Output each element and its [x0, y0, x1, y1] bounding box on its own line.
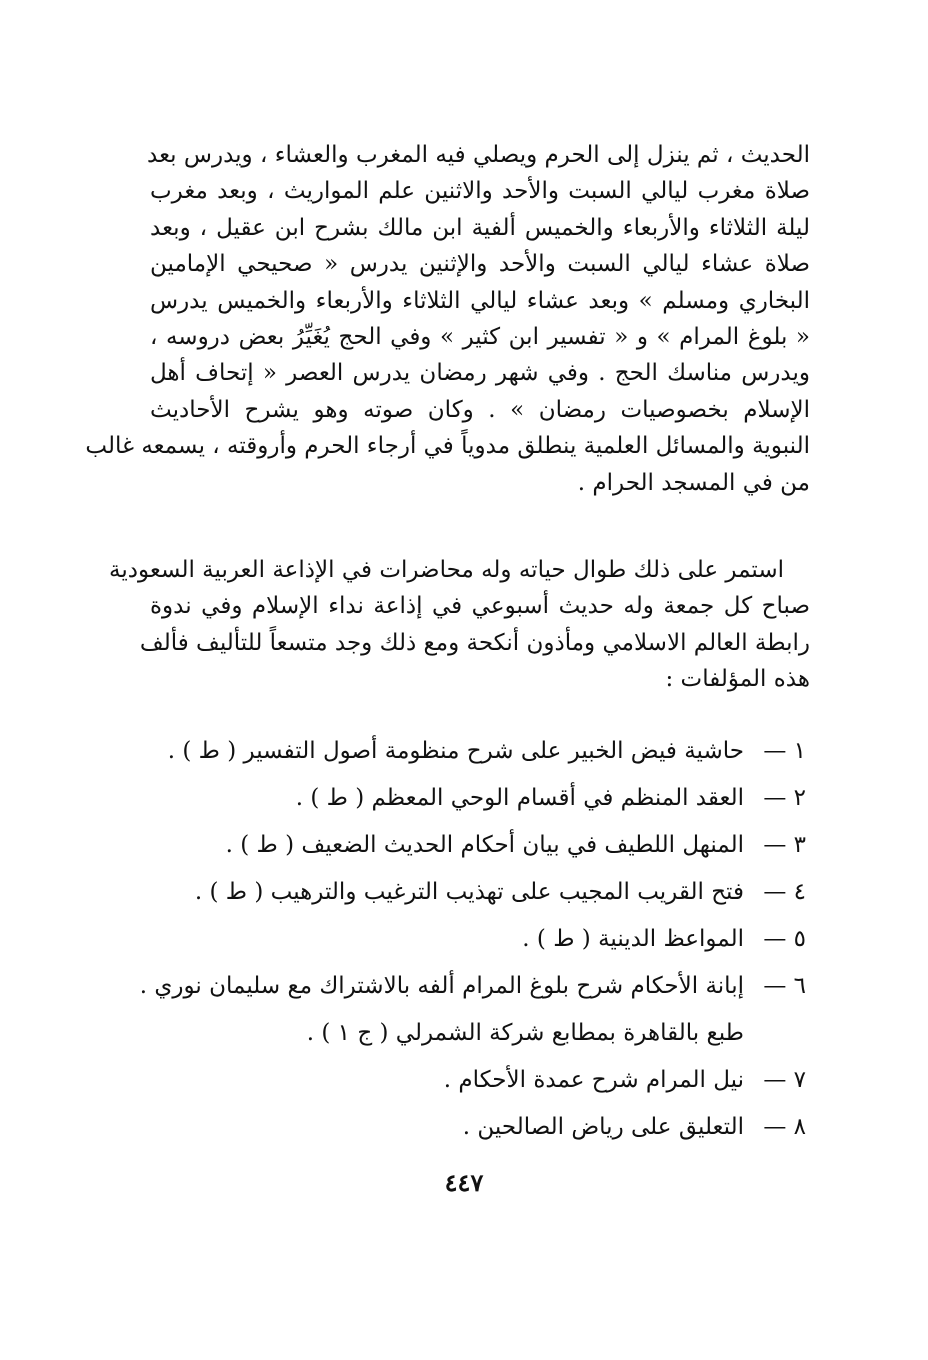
text-line: ويدرس مناسك الحج . وفي شهر رمضان يدرس العصر « إتحاف أهل — [150, 360, 810, 387]
text-line: من في المسجد الحرام . — [577, 469, 810, 496]
text-line: صلاة مغرب ليالي السبت والأحد والاثنين علم المواريث ، وبعد مغرب — [150, 178, 810, 205]
list-item — [150, 916, 810, 963]
list-item — [150, 775, 810, 822]
text-line: هذه المؤلفات : — [665, 666, 810, 693]
item-number: ٧ — — [763, 1067, 806, 1093]
item-text: التعليق على رياض الصالحين . — [462, 1114, 744, 1140]
item-number: ٦ — — [763, 973, 806, 999]
text-line: « بلوغ المرام » و « تفسير ابن كثير » وفي الحج يُغَيِّرُ بعض دروسه ، — [150, 324, 810, 351]
text-line: البخاري ومسلم » وبعد عشاء ليالي الثلاثاء والأربعاء والخميس يدرس — [150, 287, 810, 314]
list-item — [150, 1057, 810, 1104]
list-item — [150, 1104, 810, 1151]
works-intro-paragraph — [109, 552, 810, 698]
item-number: ١ — — [763, 738, 806, 764]
item-number: ٣ — — [763, 832, 806, 858]
list-item — [139, 963, 810, 1010]
list-item — [150, 822, 810, 869]
item-text: فتح القريب المجيب على تهذيب الترغيب والترهيب ( ط ) . — [194, 879, 744, 905]
text-line: النبوية والمسائل العلمية ينطلق مدوياً في أرجاء الحرم وأروقته ، يسمعه غالب — [85, 433, 810, 460]
text-line: صلاة عشاء ليالي السبت والأحد والإثنين يدرس « صحيحي الإمامين — [150, 251, 811, 278]
page-number: ٤٤٧ — [444, 1168, 484, 1197]
item-text: حاشية فيض الخبير على شرح منظومة أصول التفسير ( ط ) . — [167, 738, 744, 764]
item-number: ٤ — — [763, 879, 806, 905]
biography-paragraph — [85, 137, 811, 501]
item-number: ٢ — — [763, 785, 806, 811]
item-text: إبانة الأحكام شرح بلوغ المرام ألفه بالاشتراك مع سليمان نوري . — [139, 973, 744, 999]
text-line: استمر على ذلك طوال حياته وله محاضرات في الإذاعة العربية السعودية — [109, 557, 784, 583]
text-line: ليلة الثلاثاء والأربعاء والخميس ألفية ابن مالك بشرح ابن عقيل ، وبعد — [150, 214, 810, 241]
text-line: صباح كل جمعة وله حديث أسبوعي في إذاعة نداء الإسلام وفي ندوة — [150, 593, 810, 620]
text-line: الحديث ، ثم ينزل إلى الحرم ويصلي فيه المغرب والعشاء ، ويدرس بعد — [147, 142, 810, 168]
text-line: رابطة العالم الاسلامي ومأذون أنكحة ومع ذلك وجد متسعاً للتأليف فألف — [139, 629, 810, 656]
item-text: نيل المرام شرح عمدة الأحكام . — [443, 1067, 744, 1093]
works-list — [139, 728, 810, 1151]
list-item-continuation: طبع بالقاهرة بمطابع شركة الشمرلي ( ج ١ ) . — [306, 1020, 744, 1046]
list-item — [150, 869, 810, 916]
item-text: المواعظ الدينية ( ط ) . — [522, 926, 744, 952]
item-text: العقد المنظم في أقسام الوحي المعظم ( ط ) . — [295, 785, 744, 811]
item-number: ٥ — — [763, 926, 806, 952]
list-item — [150, 728, 810, 775]
item-text: المنهل اللطيف في بيان أحكام الحديث الضعيف ( ط ) . — [225, 832, 744, 858]
text-line: الإسلام بخصوصيات رمضان » . وكان صوته وهو يشرح الأحاديث — [150, 396, 810, 423]
item-number: ٨ — — [763, 1114, 806, 1140]
